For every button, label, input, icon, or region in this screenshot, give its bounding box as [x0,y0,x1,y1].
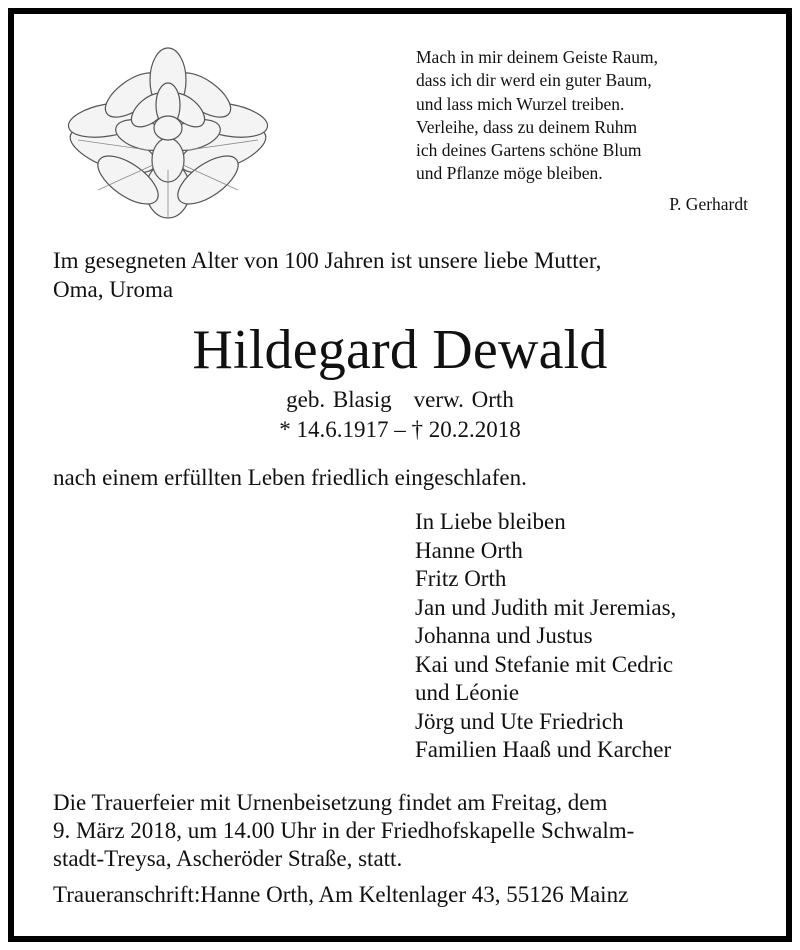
flower-illustration [58,40,278,220]
born-name: geb. Blasig [286,387,392,412]
mourner-line: Fritz Orth [415,566,507,591]
service-line: stadt-Treysa, Ascheröder Straße, statt. [53,846,403,871]
life-dates: * 14.6.1917 – † 20.2.2018 [279,417,521,442]
poem-line: und Pflanze möge bleiben. [416,163,603,184]
mourner-line: und Léonie [415,680,520,705]
intro-line: Im gesegneten Alter von 100 Jahren ist unsere liebe Mutter, [53,248,602,273]
poem-line: dass ich dir werd ein guter Baum, [416,70,652,91]
mourner-line: Familien Haaß und Karcher [415,737,672,762]
intro-text [53,246,753,304]
poem [416,46,756,186]
passed-text: nach einem erfüllten Leben friedlich eingeschlafen. [53,465,527,490]
service-line: Die Trauerfeier mit Urnenbeisetzung findet am Freitag, dem [53,790,608,815]
service-line: 9. März 2018, um 14.00 Uhr in der Friedhofskapelle Schwalm- [53,818,635,843]
mourner-line: Hanne Orth [415,537,523,563]
mourner-line: Johanna und Justus [415,623,593,648]
poem-author: P. Gerhardt [669,194,748,214]
mourner-line: Kai und Stefanie mit Cedric [415,651,674,677]
poem-line: ich deines Gartens schöne Blum [416,140,642,161]
birth-names [0,386,800,414]
mourning-address: Traueranschrift:Hanne Orth, Am Keltenlager 43, 55126 Mainz [53,882,629,907]
mourner-line: In Liebe bleiben [415,509,566,534]
poem-line: Verleihe, dass zu deinem Ruhm [416,116,638,137]
service-info [53,789,753,873]
intro-line: Oma, Uroma [53,277,174,302]
poem-line: Mach in mir deinem Geiste Raum, [416,47,659,67]
mourner-line: Jan und Judith mit Jeremias, [415,594,677,620]
deceased-name: Hildegard Dewald [192,319,608,381]
poem-line: und lass mich Wurzel treiben. [416,93,625,114]
mourners-list [415,508,676,765]
widowed-name: verw. Orth [413,387,514,412]
mourner-line: Jörg und Ute Friedrich [415,708,624,734]
